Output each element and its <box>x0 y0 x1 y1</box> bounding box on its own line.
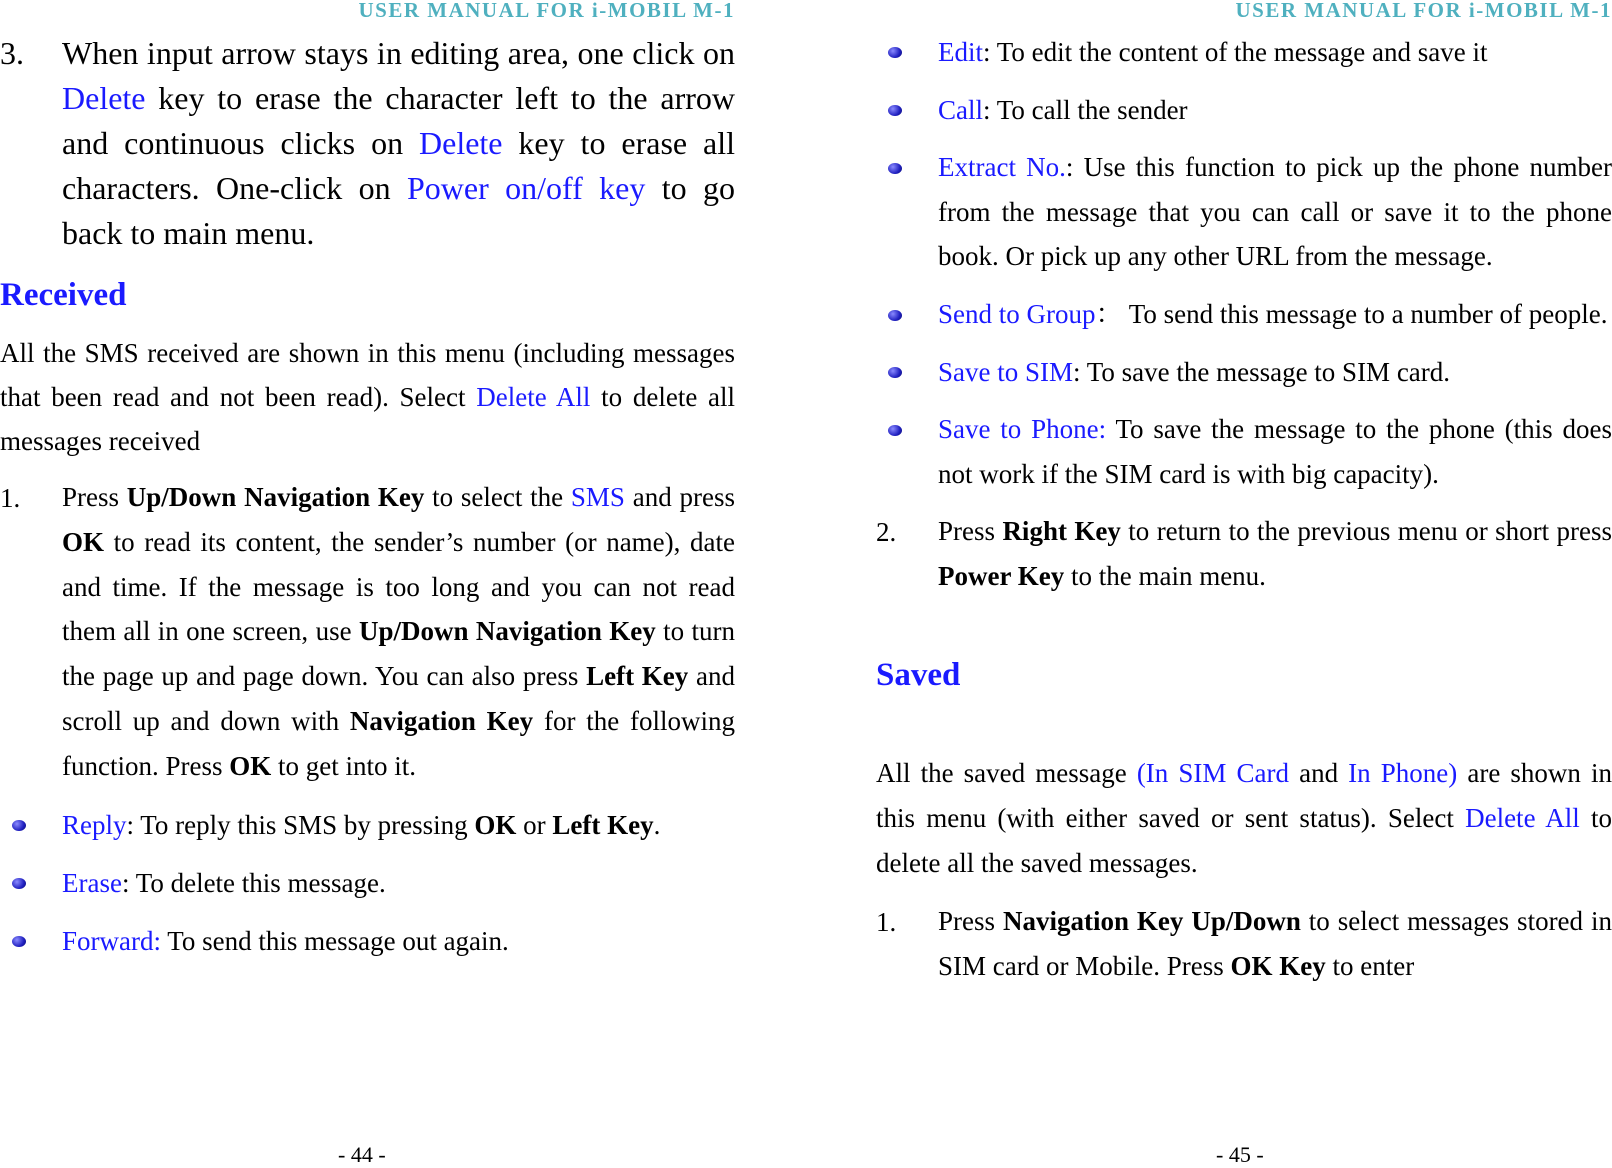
step-text: Press Navigation Key Up/Down to select messages stored in SIM card or Mobile. Press OK Key to enter <box>938 906 1612 982</box>
sms-term: SMS <box>570 482 625 512</box>
bullet-icon <box>888 105 902 116</box>
in-phone-term: In Phone) <box>1348 758 1458 789</box>
bullet-icon <box>888 367 902 378</box>
saved-intro: All the saved message (In SIM Card and In Phone) are shown in this menu (with either saved or sent status). Select Delete All to delete all the saved messages. <box>876 758 1612 879</box>
step-2 <box>876 509 1612 599</box>
bullet-text: Reply: To reply this SMS by pressing OK or Left Key. <box>62 809 661 840</box>
bullet-text: Send to Group： To send this message to a number of people. <box>938 299 1608 330</box>
step-3 <box>0 31 735 256</box>
bullet-send-to-group <box>876 292 1612 337</box>
bullet-forward <box>0 918 735 964</box>
step-text: Press Up/Down Navigation Key to select the SMS and press OK to read its content, the sender’s number (or name), date and time. If the message is too long and you can not read them all in one screen, use Up/Down Navigation Key to turn the page up and page down. You can also press Left Key and scroll up and down with Navigation Key for the following function. Press OK to get into it. <box>62 482 736 781</box>
step-1 <box>0 475 735 789</box>
bullet-save-to-sim <box>876 349 1612 395</box>
page-44 <box>0 0 735 1168</box>
delete-key-term: Delete <box>419 125 503 161</box>
step-text: When input arrow stays in editing area, one click on Delete key to erase the character left to the arrow and continuous clicks on Delete key to erase all characters. One-click on Power on/off key to go back to main menu. <box>62 35 736 251</box>
step-1 <box>876 899 1612 989</box>
save-to-phone-term: Save to Phone: <box>938 414 1107 445</box>
section-heading-saved: Saved <box>876 657 961 694</box>
bullet-edit <box>876 29 1612 75</box>
bullet-text: Forward: To send this message out again. <box>62 925 509 956</box>
page-45 <box>876 0 1612 1168</box>
page-number: - 45 - <box>1216 1142 1264 1167</box>
step-number: 3. <box>0 35 24 71</box>
bullet-icon <box>12 820 26 831</box>
forward-term: Forward: <box>62 925 161 956</box>
bullet-call <box>876 87 1612 133</box>
bullet-text: Erase: To delete this message. <box>62 867 386 898</box>
bullet-text: Extract No.: Use this function to pick up the phone number from the message that you can call or save it to the phone book. Or pick up any other URL from the message. <box>938 152 1612 272</box>
delete-all-term: Delete All <box>1465 803 1580 834</box>
bullet-icon <box>888 47 902 58</box>
step-number: 1. <box>0 483 21 513</box>
reply-term: Reply <box>62 809 127 840</box>
bullet-text: Call: To call the sender <box>938 95 1188 125</box>
bullet-reply <box>0 802 735 848</box>
bullet-text: Save to Phone: To save the message to the phone (this does not work if the SIM card is with big capacity). <box>938 414 1612 490</box>
bullet-icon <box>888 163 902 174</box>
call-term: Call <box>938 95 983 125</box>
bullet-icon <box>12 936 26 947</box>
page-body <box>0 28 735 964</box>
extract-no-term: Extract No. <box>938 152 1066 182</box>
bullet-text: Edit: To edit the content of the message and save it <box>938 37 1488 67</box>
edit-term: Edit <box>938 37 983 67</box>
page-number: - 44 - <box>338 1142 386 1167</box>
delete-all-term: Delete All <box>476 382 591 412</box>
bullet-save-to-phone <box>876 407 1612 497</box>
step-number: 2. <box>876 517 897 548</box>
bullet-icon <box>12 878 26 889</box>
delete-key-term: Delete <box>62 80 146 116</box>
bullet-extract-no <box>876 145 1612 279</box>
bullet-text: Save to SIM: To save the message to SIM card. <box>938 357 1451 388</box>
step-number: 1. <box>876 907 897 938</box>
power-key-term: Power on/off key <box>406 170 646 206</box>
send-to-group-term: Send to Group <box>938 299 1096 330</box>
section-heading-received: Received <box>0 277 127 313</box>
erase-term: Erase <box>62 867 122 898</box>
bullet-icon <box>888 310 902 321</box>
page-body <box>876 29 1612 989</box>
page-header: USER MANUAL FOR i-MOBIL M-1 <box>1235 0 1612 22</box>
bullet-erase <box>0 860 735 906</box>
step-text: Press Right Key to return to the previous menu or short press Power Key to the main menu. <box>938 516 1612 592</box>
received-intro: All the SMS received are shown in this menu (including messages that been read and not been read). Select Delete All to delete all messages received <box>0 338 735 456</box>
in-sim-card-term: (In SIM Card <box>1136 758 1289 789</box>
save-to-sim-term: Save to SIM <box>938 357 1073 388</box>
page-header: USER MANUAL FOR i-MOBIL M-1 <box>358 0 735 22</box>
bullet-icon <box>888 425 902 436</box>
